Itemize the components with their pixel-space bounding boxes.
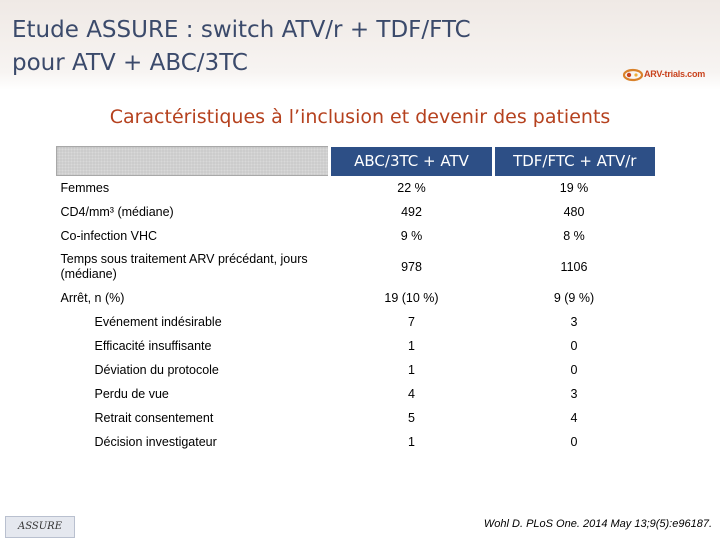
cell-abc-3tc-atv: 1 — [408, 363, 415, 377]
table-row — [57, 248, 655, 286]
cell-tdf-ftc-atv-r: 19 % — [559, 180, 589, 195]
logo-swoosh-icon — [622, 68, 644, 82]
row-label: Déviation du protocole — [94, 363, 219, 377]
table-row — [57, 224, 655, 248]
cell-tdf-ftc-atv-r: 0 — [570, 339, 578, 353]
row-label: Co-infection VHC — [60, 229, 158, 243]
reference-citation: Wohl D. PLoS One. 2014 May 13;9(5):e96187. — [483, 518, 712, 530]
cell-abc-3tc-atv: 978 — [401, 259, 422, 274]
header-empty-cell — [57, 147, 330, 176]
cell-tdf-ftc-atv-r: 3 — [570, 315, 578, 329]
table-header-row — [57, 147, 655, 176]
cell-tdf-ftc-atv-r: 8 % — [563, 229, 585, 243]
row-label: Retrait consentement — [94, 411, 214, 425]
title-bar — [0, 0, 720, 90]
table-row — [57, 430, 655, 454]
cell-abc-3tc-atv: 7 — [408, 315, 415, 329]
row-label: Temps sous traitement ARV précédant, jours (médiane) — [60, 252, 308, 281]
cell-abc-3tc-atv: 9 % — [400, 229, 423, 243]
study-badge: ASSURE — [5, 516, 75, 538]
slide-title — [12, 14, 471, 80]
header-abc-3tc-atv: ABC/3TC + ATV — [330, 147, 494, 176]
cell-abc-3tc-atv: 5 — [408, 411, 415, 425]
row-label: Efficacité insuffisante — [94, 339, 212, 353]
table-row — [57, 382, 655, 406]
row-label: Perdu de vue — [94, 387, 169, 401]
row-label: Arrêt, n (%) — [60, 291, 125, 305]
row-label: Décision investigateur — [94, 435, 217, 449]
row-label: Femmes — [60, 181, 110, 195]
table-row — [57, 310, 655, 334]
cell-tdf-ftc-atv-r: 3 — [570, 387, 578, 401]
title-line-2: pour ATV + ABC/3TC — [12, 50, 248, 76]
table-row — [57, 200, 655, 224]
cell-abc-3tc-atv: 22 % — [397, 180, 426, 195]
cell-tdf-ftc-atv-r: 9 (9 %) — [553, 291, 595, 305]
row-label: CD4/mm³ (médiane) — [60, 205, 174, 219]
cell-tdf-ftc-atv-r: 0 — [570, 435, 578, 449]
title-line-1: Etude ASSURE : switch ATV/r + TDF/FTC — [12, 17, 471, 43]
cell-abc-3tc-atv: 19 (10 %) — [384, 291, 439, 305]
cell-abc-3tc-atv: 1 — [408, 435, 415, 449]
cell-tdf-ftc-atv-r: 480 — [563, 205, 585, 219]
table-row — [57, 286, 655, 310]
header-tdf-ftc-atv-r: TDF/FTC + ATV/r — [494, 147, 655, 176]
arv-trials-logo — [622, 66, 714, 88]
row-label: Evénement indésirable — [94, 315, 222, 329]
cell-abc-3tc-atv: 4 — [408, 387, 415, 401]
table-row — [57, 334, 655, 358]
cell-abc-3tc-atv: 1 — [408, 339, 415, 353]
table-row — [57, 176, 655, 201]
cell-abc-3tc-atv: 492 — [401, 205, 422, 219]
table-row — [57, 358, 655, 382]
cell-tdf-ftc-atv-r: 1106 — [560, 259, 588, 274]
logo-text: ARV-trials.com — [644, 69, 706, 79]
table-row — [57, 406, 655, 430]
cell-tdf-ftc-atv-r: 0 — [570, 363, 578, 377]
slide-subtitle: Caractéristiques à l’inclusion et devenir des patients — [109, 106, 611, 128]
patient-characteristics-table — [56, 146, 655, 454]
cell-tdf-ftc-atv-r: 4 — [570, 411, 578, 425]
